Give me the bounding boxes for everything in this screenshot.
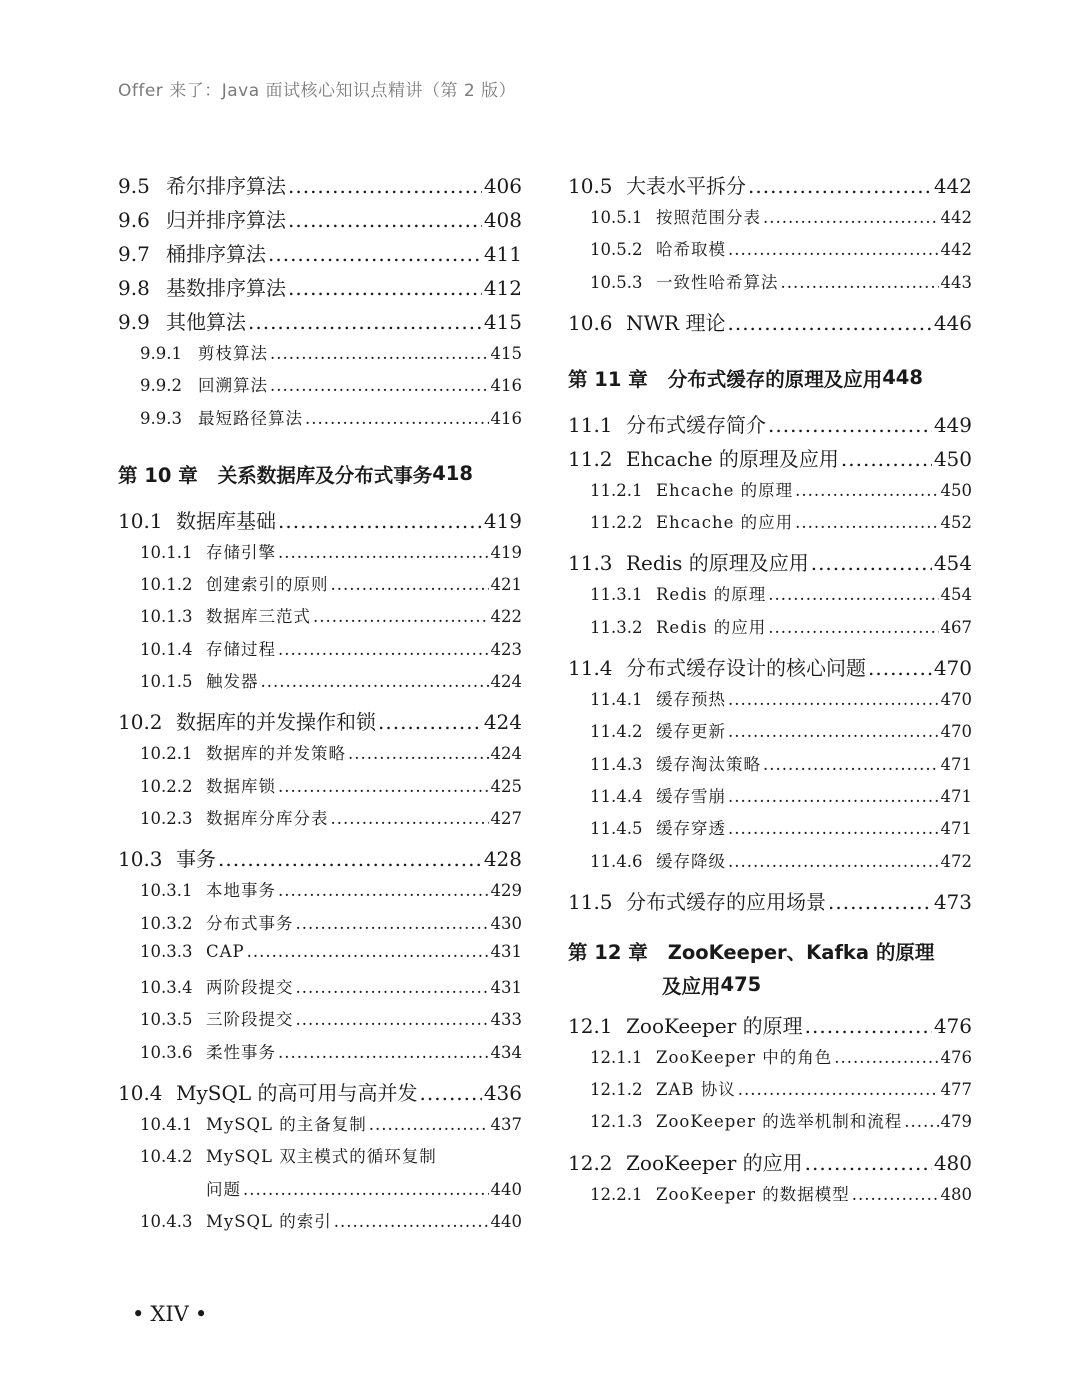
toc-entry-10-4-2[interactable] <box>118 1143 522 1175</box>
toc-entry-10-2-2[interactable] <box>118 773 522 805</box>
toc-entry-10-2-3[interactable] <box>118 805 522 837</box>
leader-dots <box>278 881 489 900</box>
page-number: 470 <box>940 722 972 742</box>
leader-dots <box>313 607 489 626</box>
subsection-title-line2: 问题 <box>206 1179 241 1199</box>
toc-entry-10-5-2[interactable] <box>568 236 972 268</box>
subsection-title: ZooKeeper 的数据模型 <box>656 1184 850 1204</box>
page-number: 477 <box>940 1080 972 1100</box>
page-number: 448 <box>882 366 923 390</box>
subsection-title: 数据库的并发策略 <box>206 744 346 764</box>
toc-entry-11-4[interactable] <box>568 652 972 686</box>
toc-entry-10-3-5[interactable] <box>118 1006 522 1038</box>
section-number: 11.2 <box>568 446 613 471</box>
page-number: 419 <box>483 508 522 533</box>
page-number: 424 <box>490 744 522 764</box>
subsection-title: 剪枝算法 <box>198 344 268 363</box>
page-number: 470 <box>933 656 972 681</box>
toc-entry-11-4-1[interactable] <box>568 686 972 718</box>
leader-dots <box>841 447 932 471</box>
leader-dots <box>378 710 482 734</box>
running-header: Offer 来了：Java 面试核心知识点精讲（第 2 版） <box>118 81 517 101</box>
page-folio <box>126 1302 213 1326</box>
section-title: ZooKeeper 的应用 <box>626 1150 803 1175</box>
subsection-number: 11.4.4 <box>590 786 643 806</box>
page-number: 443 <box>940 272 972 292</box>
page-number: 412 <box>483 276 522 300</box>
page-number: 427 <box>490 808 522 828</box>
leader-dots <box>270 376 489 395</box>
section-number: 9.8 <box>118 276 150 300</box>
subsection-title-line1: MySQL 双主模式的循环复制 <box>206 1147 437 1167</box>
subsection-number: 11.4.3 <box>590 754 643 774</box>
page-number: 436 <box>483 1081 522 1106</box>
subsection-number: 10.5.1 <box>590 208 643 227</box>
leader-dots <box>852 1185 939 1204</box>
leader-dots <box>795 481 938 500</box>
page-number: 452 <box>940 513 972 533</box>
subsection-title: 数据库分库分表 <box>206 808 329 828</box>
subsection-number: 9.9.3 <box>140 408 182 428</box>
page-number: 433 <box>490 1010 522 1030</box>
leader-dots <box>420 1081 482 1105</box>
section-number: 10.5 <box>568 174 613 198</box>
toc-entry-11-4-3[interactable] <box>568 751 972 783</box>
leader-dots <box>763 755 939 774</box>
subsection-number: 10.1.4 <box>140 639 193 659</box>
toc-entry-11-1[interactable] <box>568 409 972 443</box>
subsection-title: MySQL 的主备复制 <box>206 1115 367 1135</box>
toc-entry-10-1-5[interactable] <box>118 668 522 700</box>
page-number: 431 <box>490 941 522 961</box>
toc-entry-9-8[interactable] <box>118 272 522 306</box>
page-number: 440 <box>490 1211 522 1231</box>
section-number: 12.1 <box>568 1013 613 1038</box>
toc-entry-11-3[interactable] <box>568 547 972 581</box>
folio-bullet-right: • <box>194 1302 208 1326</box>
leader-dots <box>748 174 932 198</box>
toc-entry-11-2-2[interactable] <box>568 509 972 541</box>
page-number: 434 <box>490 1042 522 1062</box>
leader-dots <box>781 273 939 292</box>
subsection-number: 11.4.5 <box>590 819 643 839</box>
chapter-label: 第 12 章 <box>568 940 648 964</box>
section-title: NWR 理论 <box>626 310 726 335</box>
page-number: 406 <box>483 174 522 198</box>
leader-dots <box>728 690 939 709</box>
leader-dots <box>727 311 931 335</box>
subsection-number: 10.1.3 <box>140 607 193 627</box>
subsection-title: 创建索引的原则 <box>206 575 329 595</box>
leader-dots <box>296 1010 489 1029</box>
section-number: 10.6 <box>568 310 613 335</box>
subsection-number: 11.3.2 <box>590 617 643 637</box>
page-number: 437 <box>490 1115 522 1135</box>
leader-dots <box>738 1080 939 1099</box>
toc-entry-11-2-1[interactable] <box>568 477 972 509</box>
toc-entry-10-4-3[interactable] <box>118 1208 522 1240</box>
leader-dots <box>768 413 932 437</box>
leader-dots <box>218 847 482 871</box>
folio-bullet-left: • <box>132 1302 145 1326</box>
subsection-title: ZAB 协议 <box>656 1080 736 1100</box>
leader-dots <box>270 344 489 363</box>
toc-entry-10-3-3[interactable] <box>118 942 522 974</box>
page-number: 415 <box>483 310 522 334</box>
subsection-number: 12.2.1 <box>590 1184 643 1204</box>
subsection-title: 分布式事务 <box>206 913 294 933</box>
subsection-title: 缓存雪崩 <box>656 786 726 806</box>
leader-dots <box>278 509 482 533</box>
page-number: 480 <box>940 1184 972 1204</box>
page-number: 423 <box>490 639 522 659</box>
leader-dots <box>296 914 489 933</box>
subsection-title: 数据库三范式 <box>206 607 311 627</box>
toc-entry-11-2[interactable] <box>568 443 972 477</box>
toc-entry-10-5-3[interactable] <box>568 269 972 301</box>
page-number: 424 <box>490 672 522 692</box>
page-number: 431 <box>490 978 522 998</box>
leader-dots <box>248 310 482 334</box>
toc-entry-9-9-3[interactable] <box>118 405 522 437</box>
subsection-number: 10.3.1 <box>140 881 193 901</box>
section-title: Redis 的原理及应用 <box>626 551 809 576</box>
page-number: 408 <box>483 208 522 232</box>
toc-entry-10-1-4[interactable] <box>118 636 522 668</box>
chapter-title-line2: 及应用 <box>662 974 721 998</box>
subsection-title: 两阶段提交 <box>206 978 294 998</box>
leader-dots <box>288 208 482 232</box>
leader-dots <box>828 890 932 914</box>
section-title: 分布式缓存设计的核心问题 <box>626 656 866 681</box>
toc-entry-10-3-6[interactable] <box>118 1039 522 1071</box>
page-number: 476 <box>933 1013 972 1038</box>
section-number: 10.4 <box>118 1081 163 1106</box>
leader-dots <box>278 543 489 562</box>
subsection-title: ZooKeeper 中的角色 <box>656 1047 833 1067</box>
subsection-number: 11.4.2 <box>590 722 643 742</box>
page-number: 473 <box>933 889 972 914</box>
toc-chapter-11[interactable] <box>568 355 972 401</box>
section-title: 基数排序算法 <box>166 276 286 300</box>
toc-entry-9-9-1[interactable] <box>118 340 522 372</box>
subsection-number: 10.3.3 <box>140 941 193 961</box>
subsection-title: 最短路径算法 <box>198 408 303 428</box>
subsection-title: 缓存穿透 <box>656 819 726 839</box>
subsection-number: 10.4.1 <box>140 1115 193 1135</box>
page-number: 411 <box>483 242 522 266</box>
subsection-title: 本地事务 <box>206 881 276 901</box>
page-number: 467 <box>940 617 972 637</box>
section-title: 其他算法 <box>166 310 246 334</box>
toc-entry-9-6[interactable] <box>118 204 522 238</box>
leader-dots <box>296 978 489 997</box>
page-number: 424 <box>483 710 522 735</box>
leader-dots <box>369 1115 489 1134</box>
toc-entry-10-1-3[interactable] <box>118 603 522 635</box>
leader-dots <box>288 174 482 198</box>
section-number: 12.2 <box>568 1150 613 1175</box>
leader-dots <box>768 618 938 637</box>
subsection-number: 11.2.2 <box>590 513 643 533</box>
leader-dots <box>728 819 939 838</box>
section-number: 10.1 <box>118 508 163 533</box>
subsection-number: 10.4.3 <box>140 1211 193 1231</box>
toc-entry-11-4-4[interactable] <box>568 783 972 815</box>
subsection-number: 10.1.2 <box>140 575 193 595</box>
section-title: 大表水平拆分 <box>626 174 746 198</box>
subsection-number: 10.3.5 <box>140 1010 193 1030</box>
subsection-title: 缓存淘汰策略 <box>656 754 761 774</box>
subsection-title: 哈希取模 <box>656 240 726 260</box>
subsection-number: 12.1.3 <box>590 1112 643 1132</box>
section-title: 分布式缓存简介 <box>626 412 766 437</box>
page-number: 421 <box>490 575 522 595</box>
subsection-title: 缓存更新 <box>656 722 726 742</box>
toc-entry-10-4-1[interactable] <box>118 1111 522 1143</box>
chapter-title: 分布式缓存的原理及应用 <box>667 367 883 391</box>
leader-dots <box>331 575 489 594</box>
toc-entry-10-1-2[interactable] <box>118 571 522 603</box>
toc-entry-10-2[interactable] <box>118 706 522 740</box>
page-number: 475 <box>720 973 762 997</box>
section-number: 11.1 <box>568 412 613 437</box>
page-number: 480 <box>933 1150 972 1175</box>
page-number: 454 <box>933 551 972 576</box>
section-number: 10.3 <box>118 847 163 872</box>
page-number: 450 <box>933 446 972 471</box>
subsection-title: 按照范围分表 <box>656 208 761 227</box>
leader-dots <box>348 744 489 763</box>
page-number: 449 <box>933 412 972 437</box>
section-title: 分布式缓存的应用场景 <box>626 889 826 914</box>
toc-entry-12-2[interactable] <box>568 1147 972 1181</box>
leader-dots <box>728 787 939 806</box>
section-title: 事务 <box>176 847 216 872</box>
section-title: MySQL 的高可用与高并发 <box>176 1081 418 1106</box>
subsection-title: 一致性哈希算法 <box>656 272 779 292</box>
leader-dots <box>805 1014 932 1038</box>
toc-entry-11-3-1[interactable] <box>568 581 972 613</box>
subsection-title: Ehcache 的应用 <box>656 513 794 533</box>
subsection-number: 10.2.3 <box>140 808 193 828</box>
leader-dots <box>243 1180 489 1199</box>
chapter-title: 关系数据库及分布式事务 <box>217 463 433 487</box>
page-number: 471 <box>940 819 972 839</box>
toc-entry-10-6[interactable] <box>568 307 972 341</box>
toc-entry-11-5[interactable] <box>568 886 972 920</box>
subsection-number: 10.3.6 <box>140 1042 193 1062</box>
leader-dots <box>728 852 939 871</box>
page-number: 428 <box>483 847 522 872</box>
subsection-number: 11.4.1 <box>590 690 643 710</box>
page-number: 440 <box>490 1179 522 1199</box>
page-number: 442 <box>940 240 972 260</box>
page-number: 419 <box>490 542 522 562</box>
subsection-title: 存储过程 <box>206 639 276 659</box>
subsection-title: 缓存预热 <box>656 690 726 710</box>
toc-entry-12-1-3[interactable] <box>568 1108 972 1140</box>
chapter-label: 第 10 章 <box>118 463 198 487</box>
subsection-number: 10.3.4 <box>140 978 193 998</box>
leader-dots <box>795 513 938 532</box>
leader-dots <box>805 1151 932 1175</box>
toc-left-column <box>118 170 522 1240</box>
section-title: Ehcache 的原理及应用 <box>626 446 839 471</box>
leader-dots <box>278 777 489 796</box>
page-number: 429 <box>490 881 522 901</box>
subsection-title: CAP <box>206 941 245 961</box>
leader-dots <box>278 1043 489 1062</box>
toc-entry-11-4-5[interactable] <box>568 815 972 847</box>
section-number: 9.7 <box>118 242 150 266</box>
toc-entry-12-1-2[interactable] <box>568 1076 972 1108</box>
subsection-title: 触发器 <box>206 672 259 692</box>
subsection-number: 10.4.2 <box>140 1147 193 1167</box>
section-number: 11.3 <box>568 551 613 576</box>
page-number: 454 <box>940 585 972 605</box>
section-title: 希尔排序算法 <box>166 174 286 198</box>
toc-entry-10-1-1[interactable] <box>118 539 522 571</box>
subsection-title: Redis 的原理 <box>656 585 767 605</box>
section-title: 桶排序算法 <box>166 242 266 266</box>
page-number: 416 <box>490 408 522 428</box>
page-number: 470 <box>940 690 972 710</box>
subsection-number: 10.2.1 <box>140 744 193 764</box>
leader-dots <box>288 276 482 300</box>
toc-entry-12-1-1[interactable] <box>568 1044 972 1076</box>
subsection-title: MySQL 的索引 <box>206 1211 332 1231</box>
toc-entry-10-3-2[interactable] <box>118 910 522 942</box>
subsection-title: 回溯算法 <box>198 376 268 396</box>
toc-entry-10-4-2-cont[interactable] <box>118 1176 522 1208</box>
leader-dots <box>763 208 939 227</box>
page-number: 450 <box>940 480 972 500</box>
toc-chapter-12[interactable] <box>568 934 972 1002</box>
leader-dots <box>868 656 932 680</box>
toc-entry-10-5[interactable] <box>568 170 972 204</box>
toc-entry-11-3-2[interactable] <box>568 614 972 646</box>
section-title: 数据库的并发操作和锁 <box>176 710 376 735</box>
leader-dots <box>331 809 489 828</box>
page-number: 442 <box>933 174 972 198</box>
subsection-number: 12.1.1 <box>590 1047 643 1067</box>
toc-entry-10-3[interactable] <box>118 843 522 877</box>
toc-entry-10-4[interactable] <box>118 1077 522 1111</box>
toc-entry-11-4-2[interactable] <box>568 718 972 750</box>
page-number: 442 <box>940 208 972 227</box>
toc-entry-9-9[interactable] <box>118 306 522 340</box>
subsection-number: 11.2.1 <box>590 480 643 500</box>
subsection-number: 10.1.1 <box>140 542 193 562</box>
toc-entry-12-1[interactable] <box>568 1010 972 1044</box>
toc-entry-10-3-4[interactable] <box>118 974 522 1006</box>
page-number: 430 <box>490 913 522 933</box>
page-number: 422 <box>490 607 522 627</box>
subsection-number: 9.9.2 <box>140 376 182 396</box>
subsection-title: 三阶段提交 <box>206 1010 294 1030</box>
page-number: 471 <box>940 786 972 806</box>
folio-number: XIV <box>150 1302 189 1326</box>
page-number: 416 <box>490 376 522 396</box>
section-title: ZooKeeper 的原理 <box>626 1013 803 1038</box>
section-number: 9.6 <box>118 208 150 232</box>
toc-entry-9-5[interactable] <box>118 170 522 204</box>
subsection-title: Redis 的应用 <box>656 617 767 637</box>
toc-entry-11-4-6[interactable] <box>568 848 972 880</box>
subsection-title: Ehcache 的原理 <box>656 480 794 500</box>
page-number: 476 <box>940 1047 972 1067</box>
subsection-number: 12.1.2 <box>590 1080 643 1100</box>
subsection-number: 10.2.2 <box>140 776 193 796</box>
subsection-title: 存储引擎 <box>206 542 276 562</box>
subsection-number: 10.5.3 <box>590 272 643 292</box>
leader-dots <box>834 1048 938 1067</box>
section-number: 9.9 <box>118 310 150 334</box>
leader-dots <box>261 672 489 691</box>
leader-dots <box>768 585 938 604</box>
subsection-title: 柔性事务 <box>206 1042 276 1062</box>
toc-chapter-10[interactable] <box>118 451 522 497</box>
subsection-title: ZooKeeper 的选举机制和流程 <box>656 1112 903 1132</box>
section-number: 10.2 <box>118 710 163 735</box>
toc-entry-9-7[interactable] <box>118 238 522 272</box>
page-number: 425 <box>490 776 522 796</box>
toc-entry-9-9-2[interactable] <box>118 372 522 404</box>
leader-dots <box>305 409 489 428</box>
page-number: 479 <box>940 1112 972 1132</box>
leader-dots <box>728 240 939 259</box>
subsection-number: 9.9.1 <box>140 344 182 363</box>
section-title: 归并排序算法 <box>166 208 286 232</box>
subsection-number: 10.1.5 <box>140 672 193 692</box>
page-number: 415 <box>490 344 522 363</box>
section-title: 数据库基础 <box>176 508 276 533</box>
subsection-number: 10.5.2 <box>590 240 643 260</box>
page-number: 472 <box>940 851 972 871</box>
subsection-title: 数据库锁 <box>206 776 276 796</box>
section-number: 11.5 <box>568 889 613 914</box>
page-number: 471 <box>940 754 972 774</box>
toc-entry-10-5-1[interactable] <box>568 204 972 236</box>
leader-dots <box>334 1212 489 1231</box>
toc-right-column <box>568 170 972 1213</box>
page-number: 418 <box>432 462 473 486</box>
leader-dots <box>247 942 489 961</box>
chapter-title-line1: ZooKeeper、Kafka 的原理 <box>667 940 935 964</box>
leader-dots <box>904 1112 938 1131</box>
page-number: 446 <box>933 310 972 335</box>
section-number: 11.4 <box>568 656 613 681</box>
subsection-number: 11.4.6 <box>590 851 643 871</box>
toc-entry-10-3-1[interactable] <box>118 877 522 909</box>
leader-dots <box>268 242 482 266</box>
subsection-title: 缓存降级 <box>656 851 726 871</box>
chapter-label: 第 11 章 <box>568 367 648 391</box>
leader-dots <box>728 722 939 741</box>
toc-entry-12-2-1[interactable] <box>568 1181 972 1213</box>
leader-dots <box>811 551 932 575</box>
subsection-number: 11.3.1 <box>590 585 643 605</box>
toc-entry-10-1[interactable] <box>118 505 522 539</box>
subsection-number: 10.3.2 <box>140 913 193 933</box>
toc-entry-10-2-1[interactable] <box>118 740 522 772</box>
section-number: 9.5 <box>118 174 150 198</box>
leader-dots <box>278 640 489 659</box>
